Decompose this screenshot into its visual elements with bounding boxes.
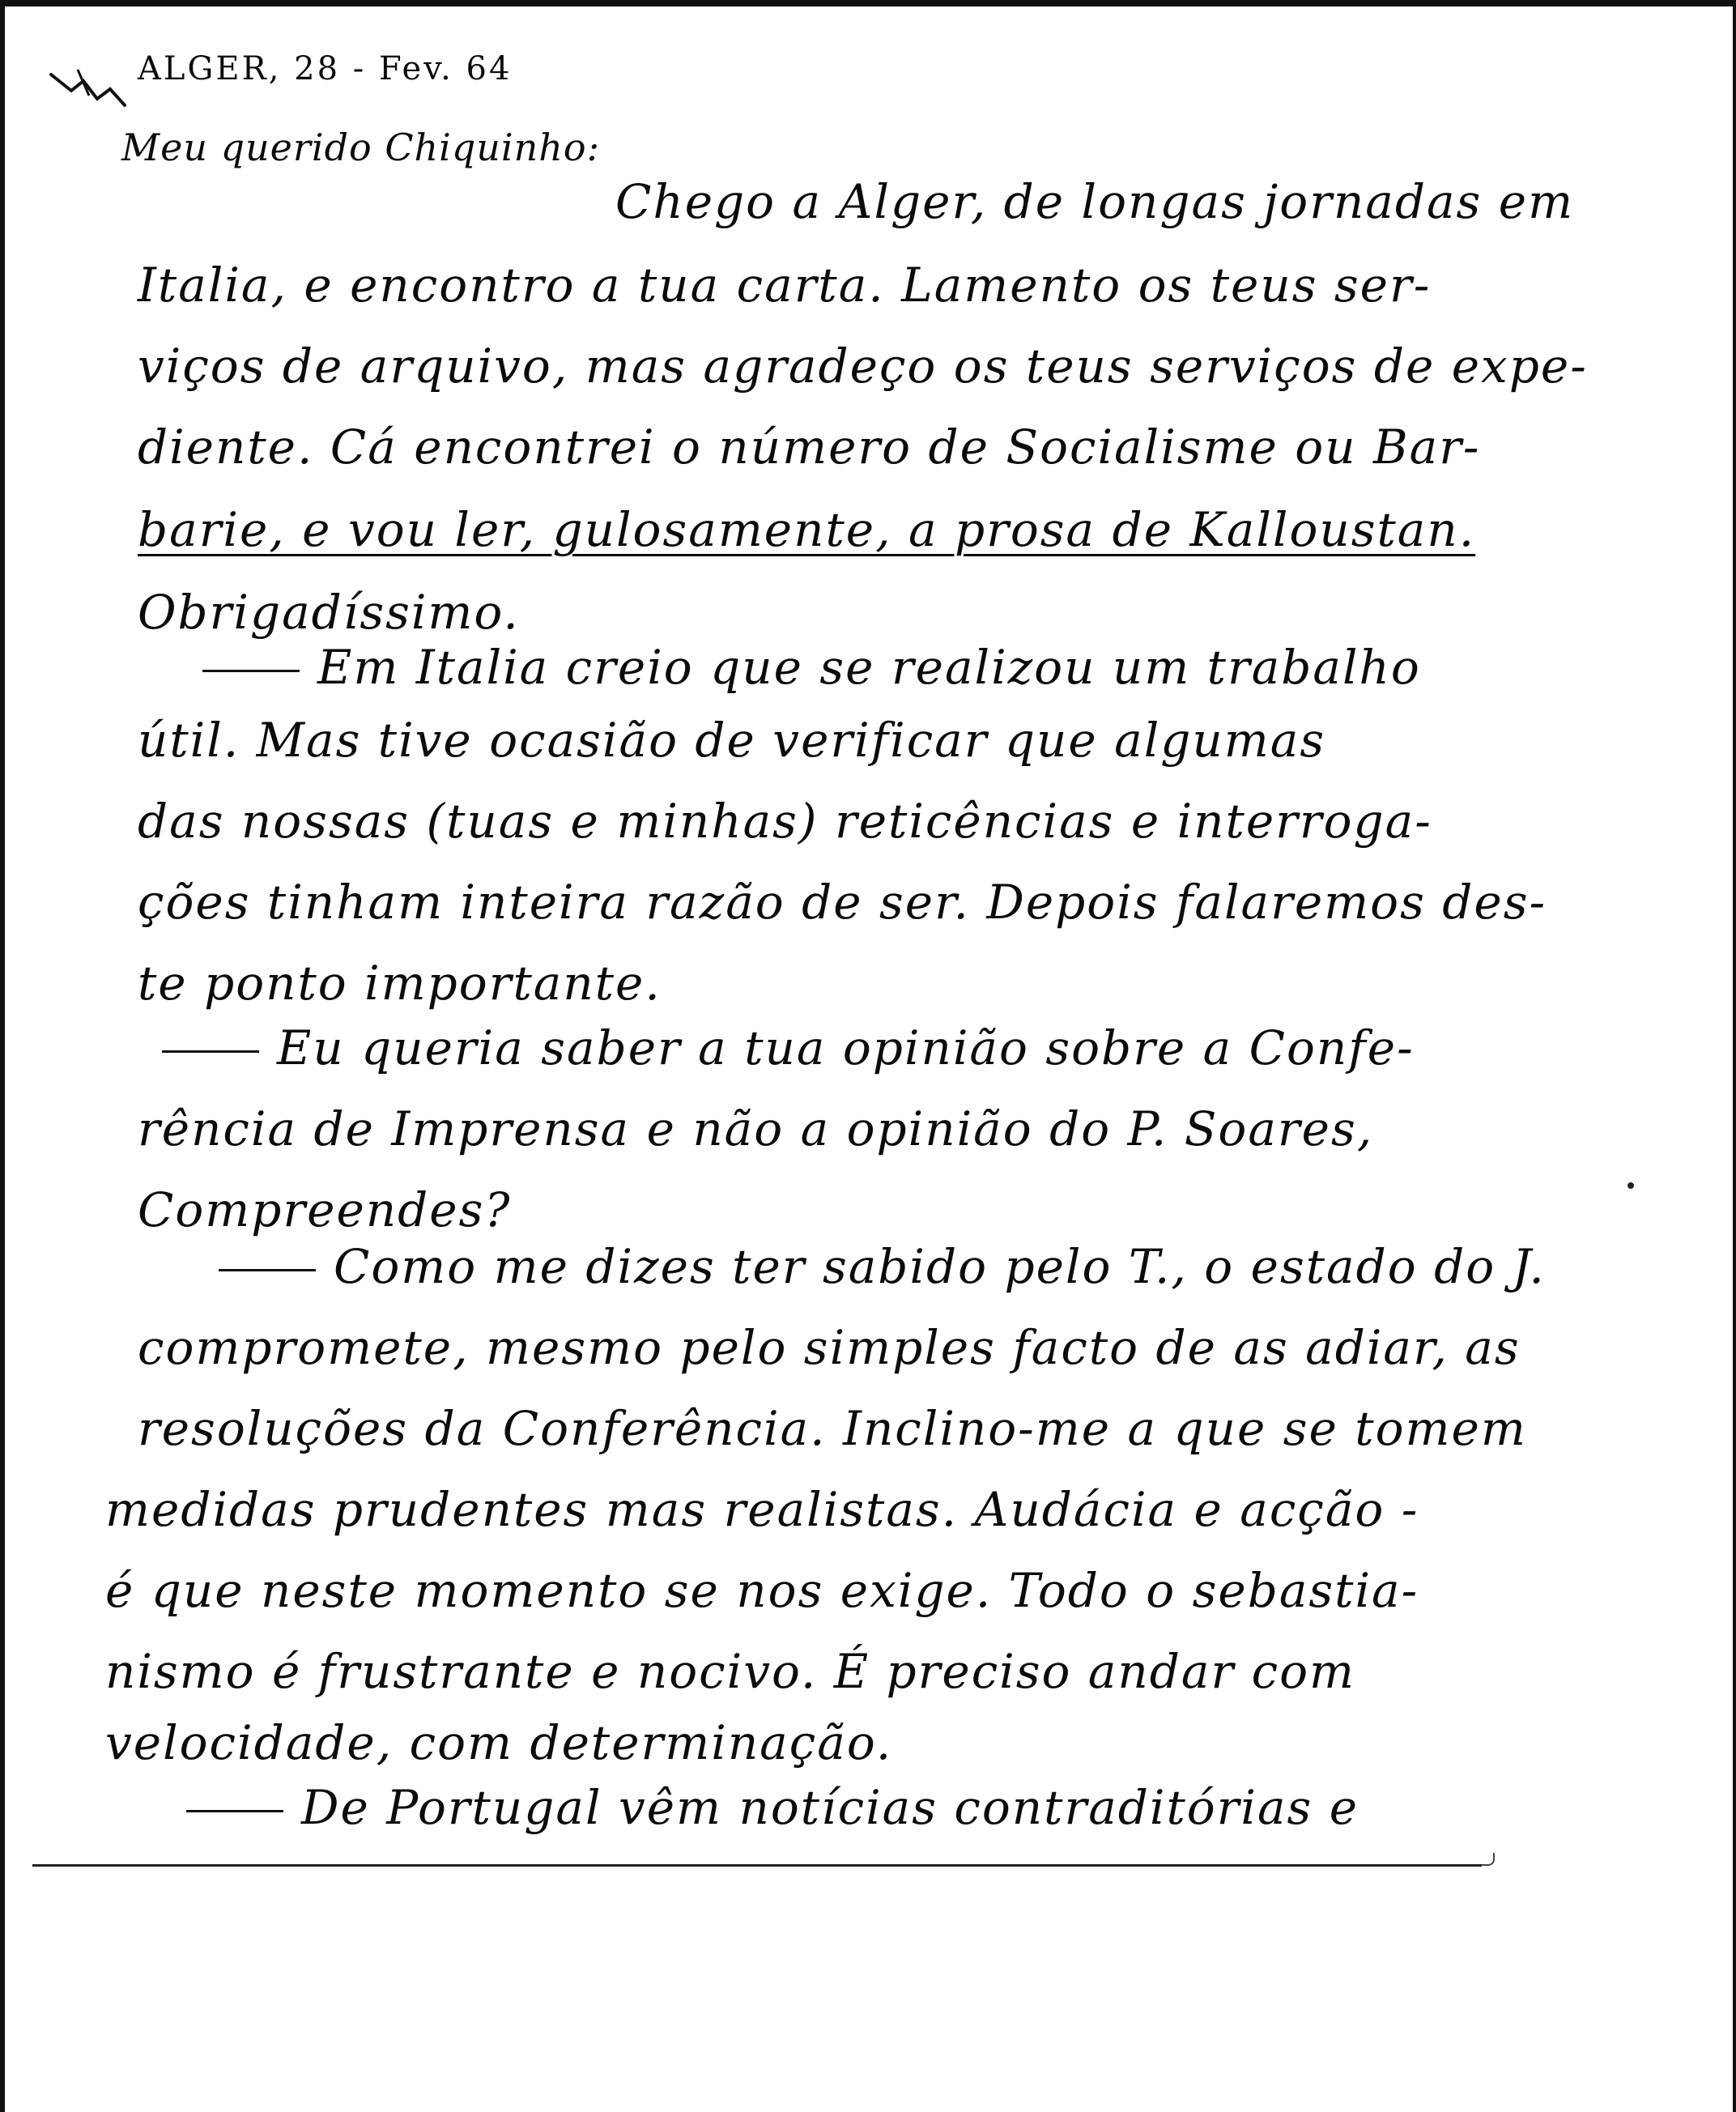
letter-line: nismo é frustrante e nocivo. É preciso andar com <box>105 1644 1356 1699</box>
letter-date-heading: ALGER, 28 - Fev. 64 <box>138 50 513 87</box>
letter-line: útil. Mas tive ocasião de verificar que algumas <box>138 713 1326 768</box>
letter-line: Italia, e encontro a tua carta. Lamento os teus ser- <box>138 258 1432 313</box>
letter-line-text: De Portugal vêm notícias contraditórias e <box>301 1780 1359 1835</box>
letter-line: barie, e vou ler, gulosamente, a prosa de Kalloustan. <box>138 502 1476 557</box>
paragraph-dash <box>162 1050 259 1053</box>
letter-line: das nossas (tuas e minhas) reticências e interroga- <box>138 794 1432 849</box>
letter-salutation: Meu querido Chiquinho: <box>121 126 601 169</box>
letter-line: rência de Imprensa e não a opinião do P. Soares, <box>138 1101 1374 1156</box>
letter-line: te ponto importante. <box>138 956 662 1011</box>
page-bottom-rule <box>32 1864 1482 1867</box>
paragraph-line <box>219 1239 1546 1294</box>
letter-line: Chego a Alger, de longas jornadas em <box>615 174 1575 229</box>
letter-line-text: Em Italia creio que se realizou um trabalho <box>317 640 1421 695</box>
letter-line: compromete, mesmo pelo simples facto de as adiar, as <box>138 1320 1521 1375</box>
letter-line: ções tinham inteira razão de ser. Depois falaremos des- <box>138 875 1547 930</box>
paragraph-line <box>202 640 1421 695</box>
paragraph-dash <box>219 1269 316 1271</box>
letter-line: Obrigadíssimo. <box>138 585 520 640</box>
letter-line-with-underline <box>138 419 1481 475</box>
letter-line: medidas prudentes mas realistas. Audácia e acção - <box>105 1482 1419 1537</box>
scribble-mark-icon <box>47 58 136 115</box>
letter-line: Compreendes? <box>138 1182 512 1237</box>
ink-dot <box>1628 1182 1634 1189</box>
letter-line: viços de arquivo, mas agradeço os teus serviços de expe- <box>138 339 1588 394</box>
paragraph-line <box>186 1780 1359 1835</box>
letter-line-text: Como me dizes ter sabido pelo T., o estado do J. <box>334 1239 1546 1294</box>
letter-line-text: Eu queria saber a tua opinião sobre a Confe- <box>277 1020 1415 1075</box>
letter-line: velocidade, com determinação. <box>105 1715 893 1770</box>
letter-line: resoluções da Conferência. Inclino-me a que se tomem <box>138 1401 1527 1456</box>
paragraph-line <box>162 1020 1415 1075</box>
paragraph-dash <box>202 670 300 672</box>
paragraph-dash <box>186 1810 283 1812</box>
letter-line: é que neste momento se nos exige. Todo o sebastia- <box>105 1563 1419 1618</box>
letter-line-text: diente. Cá encontrei o número de Socialisme ou Bar- <box>138 419 1481 475</box>
